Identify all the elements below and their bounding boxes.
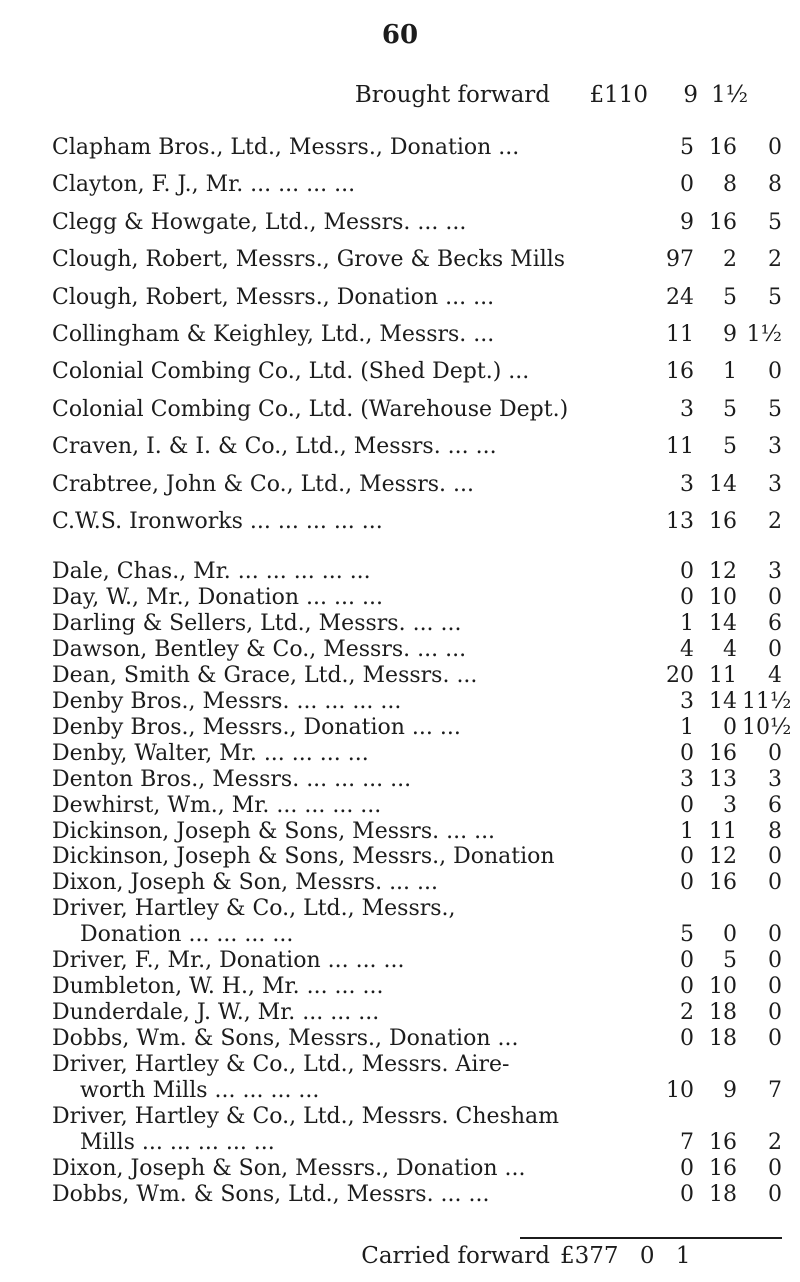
ledger-pounds: 0	[680, 870, 694, 896]
ledger-pounds: 4	[680, 636, 694, 662]
ledger-row	[52, 1177, 782, 1213]
ledger-name: Dale, Chas., Mr. ... ... ... ... ...	[52, 559, 371, 584]
ledger-pence: 0	[768, 135, 782, 160]
ledger-name: Collingham & Keighley, Ltd., Messrs. ...	[52, 322, 495, 347]
ledger-shillings: 16	[709, 135, 737, 160]
ledger-pence: 6	[768, 792, 782, 818]
ledger-shillings: 16	[709, 209, 737, 235]
ledger-name: Clayton, F. J., Mr. ... ... ... ...	[52, 172, 356, 198]
ledger-shillings: 11	[709, 662, 737, 688]
ledger-pounds: 7	[680, 1129, 694, 1155]
ledger-name: Dawson, Bentley & Co., Messrs. ... ...	[52, 636, 467, 662]
ledger-row	[52, 280, 782, 316]
ledger-shillings: 5	[723, 284, 737, 310]
ledger-shillings: 0	[723, 714, 737, 740]
ledger-name: Driver, F., Mr., Donation ... ... ...	[52, 948, 405, 974]
ledger-pounds: 0	[680, 172, 694, 198]
ledger-pounds: 0	[680, 1155, 694, 1181]
ledger-shillings: 12	[709, 844, 737, 870]
ledger-name: Denby Bros., Messrs., Donation ... ...	[52, 714, 461, 740]
ledger-pounds: 0	[680, 740, 694, 766]
ledger-shillings: 16	[709, 1129, 737, 1155]
ledger-row	[52, 467, 782, 503]
ledger-pence: 0	[768, 359, 782, 385]
ledger-row	[52, 429, 782, 465]
ledger-row	[52, 354, 782, 390]
ledger-pence: 3	[768, 434, 782, 460]
ledger-pounds: 13	[666, 509, 694, 534]
ledger-pounds: 1	[680, 818, 694, 844]
ledger-name: Denby Bros., Messrs. ... ... ... ...	[52, 688, 402, 714]
ledger-shillings: 18	[709, 1026, 737, 1052]
ledger-row	[52, 317, 782, 353]
ledger-pence: 2	[768, 1129, 782, 1155]
ledger-pence: 2	[768, 247, 782, 273]
ledger-shillings: 16	[709, 1155, 737, 1181]
carried-forward-amount	[560, 1243, 780, 1269]
ledger-name: Craven, I. & I. & Co., Ltd., Messrs. ... ...	[52, 434, 497, 460]
ledger-name: Dixon, Joseph & Son, Messrs. ... ...	[52, 870, 439, 896]
brought-forward-label: Brought forward	[354, 82, 550, 108]
ledger-shillings: 10	[709, 974, 737, 1000]
ledger-name: worth Mills ... ... ... ...	[80, 1078, 320, 1103]
ledger-shillings: 9	[723, 322, 737, 347]
ledger-name: Dunderdale, J. W., Mr. ... ... ...	[52, 1000, 380, 1026]
ledger-shillings: 8	[723, 172, 737, 198]
ledger-pence: 0	[768, 844, 782, 870]
ledger-name: Donation ... ... ... ...	[80, 922, 294, 948]
ledger-shillings: 9	[723, 1078, 737, 1103]
ledger-pounds: 3	[680, 688, 694, 714]
ledger-pounds: 0	[680, 792, 694, 818]
ledger-pence: 1½	[746, 322, 782, 347]
carried-forward-pounds: £377	[560, 1243, 619, 1269]
ledger-pounds: 5	[680, 135, 694, 160]
ledger-pence: 5	[768, 396, 782, 422]
ledger-pounds: 1	[680, 610, 694, 636]
page-number: 60	[381, 20, 419, 50]
ledger-name: Denby, Walter, Mr. ... ... ... ...	[52, 740, 369, 766]
ledger-pence: 0	[768, 948, 782, 974]
ledger-name: Denton Bros., Messrs. ... ... ... ...	[52, 766, 412, 792]
ledger-pence: 8	[768, 172, 782, 198]
ledger-shillings: 5	[723, 434, 737, 460]
ledger-pounds: 0	[680, 559, 694, 584]
ledger-shillings: 18	[709, 1000, 737, 1026]
ledger-shillings: 13	[709, 766, 737, 792]
ledger-name: Dickinson, Joseph & Sons, Messrs., Donation	[52, 844, 555, 870]
ledger-name: Driver, Hartley & Co., Ltd., Messrs. Aire-	[52, 1052, 510, 1078]
ledger-pounds: 10	[666, 1078, 694, 1103]
ledger-row	[52, 392, 782, 428]
ledger-row	[52, 167, 782, 203]
ledger-shillings: 1	[723, 359, 737, 385]
ledger-pence: 3	[768, 766, 782, 792]
ledger-shillings: 14	[709, 688, 737, 714]
ledger-shillings: 4	[723, 636, 737, 662]
ledger-pounds: 11	[666, 322, 694, 347]
ledger-pounds: 97	[666, 247, 694, 273]
ledger-shillings: 16	[709, 740, 737, 766]
ledger-name: Colonial Combing Co., Ltd. (Shed Dept.) ...	[52, 359, 530, 385]
ledger-pounds: 0	[680, 1026, 694, 1052]
ledger-pounds: 11	[666, 434, 694, 460]
ledger-name: Dixon, Joseph & Son, Messrs., Donation ...	[52, 1155, 526, 1181]
ledger-pence: 5	[768, 284, 782, 310]
ledger-pounds: 16	[666, 359, 694, 385]
ledger-pounds: 5	[680, 922, 694, 948]
ledger-name: Clegg & Howgate, Ltd., Messrs. ... ...	[52, 209, 467, 235]
ledger-row	[52, 242, 782, 278]
brought-forward-line	[260, 82, 780, 108]
ledger-pence: 0	[768, 922, 782, 948]
ledger-name: Dewhirst, Wm., Mr. ... ... ... ...	[52, 792, 382, 818]
brought-forward-pence: 1½	[711, 82, 748, 108]
ledger-name: C.W.S. Ironworks ... ... ... ... ...	[52, 509, 383, 534]
brought-forward-pounds: £110	[589, 82, 648, 108]
ledger-pounds: 1	[680, 714, 694, 740]
ledger-pence: 6	[768, 610, 782, 636]
ledger-shillings: 14	[709, 610, 737, 636]
ledger-shillings: 2	[723, 247, 737, 273]
carried-forward-pence: 1	[675, 1243, 691, 1269]
ledger-pence: 7	[768, 1078, 782, 1103]
ledger-name: Dickinson, Joseph & Sons, Messrs. ... ...	[52, 818, 496, 844]
ledger-shillings: 0	[723, 922, 737, 948]
ledger-pence: 8	[768, 818, 782, 844]
ledger-pence: 0	[768, 584, 782, 610]
ledger-shillings: 16	[709, 870, 737, 896]
ledger-pence: 0	[768, 1026, 782, 1052]
ledger-name: Dobbs, Wm. & Sons, Ltd., Messrs. ... ...	[52, 1181, 490, 1207]
ledger-shillings: 16	[709, 509, 737, 534]
ledger-pounds: 3	[680, 471, 694, 497]
ledger-shillings: 10	[709, 584, 737, 610]
ledger-pounds: 3	[680, 766, 694, 792]
ledger-row	[52, 130, 782, 166]
ledger-pounds: 0	[680, 584, 694, 610]
ledger-shillings: 11	[709, 818, 737, 844]
ledger-pence: 0	[768, 974, 782, 1000]
ledger-shillings: 18	[709, 1181, 737, 1207]
ledger-shillings: 3	[723, 792, 737, 818]
ledger-pounds: 3	[680, 396, 694, 422]
ledger-pounds: 0	[680, 844, 694, 870]
ledger-pence: 10½	[742, 714, 792, 740]
ledger-name: Day, W., Mr., Donation ... ... ...	[52, 584, 383, 610]
ledger-name: Mills ... ... ... ... ...	[80, 1129, 275, 1155]
ledger-pence: 11½	[742, 688, 792, 714]
ledger-pence: 0	[768, 1155, 782, 1181]
ledger-pounds: 9	[680, 209, 694, 235]
ledger-pounds: 0	[680, 948, 694, 974]
ledger-shillings: 5	[723, 948, 737, 974]
ledger-row	[52, 205, 782, 241]
ledger-pence: 5	[768, 209, 782, 235]
carried-forward-label: Carried forward	[361, 1243, 550, 1269]
ledger-pounds: 2	[680, 1000, 694, 1026]
ledger-name: Crabtree, John & Co., Ltd., Messrs. ...	[52, 471, 474, 497]
ledger-name: Dobbs, Wm. & Sons, Messrs., Donation ...	[52, 1026, 519, 1052]
ledger-shillings: 14	[709, 471, 737, 497]
ledger-pence: 0	[768, 740, 782, 766]
ledger-name: Darling & Sellers, Ltd., Messrs. ... ...	[52, 610, 462, 636]
ledger-row	[52, 504, 782, 540]
ledger-pounds: 0	[680, 974, 694, 1000]
ledger-name: Dean, Smith & Grace, Ltd., Messrs. ...	[52, 662, 478, 688]
ledger-pounds: 20	[666, 662, 694, 688]
ledger-pence: 0	[768, 870, 782, 896]
ledger-pence: 0	[768, 636, 782, 662]
ledger-pence: 3	[768, 471, 782, 497]
ledger-pounds: 0	[680, 1181, 694, 1207]
brought-forward-shillings: 9	[683, 82, 698, 108]
ledger-pence: 0	[768, 1000, 782, 1026]
ledger-name: Clough, Robert, Messrs., Donation ... ...	[52, 284, 495, 310]
ledger-shillings: 12	[709, 559, 737, 584]
ledger-name: Clough, Robert, Messrs., Grove & Becks Mills	[52, 247, 566, 273]
total-rule	[520, 1237, 782, 1239]
ledger-pence: 3	[768, 559, 782, 584]
ledger-name: Driver, Hartley & Co., Ltd., Messrs. Chesham	[52, 1103, 559, 1129]
ledger-name: Colonial Combing Co., Ltd. (Warehouse Dept.)	[52, 396, 569, 422]
ledger-name: Dumbleton, W. H., Mr. ... ... ...	[52, 974, 384, 1000]
ledger-name: Clapham Bros., Ltd., Messrs., Donation ...	[52, 135, 520, 160]
carried-forward-shillings: 0	[639, 1243, 655, 1269]
ledger-name: Driver, Hartley & Co., Ltd., Messrs.,	[52, 896, 456, 922]
ledger-pence: 2	[768, 509, 782, 534]
ledger-pence: 4	[768, 662, 782, 688]
ledger-shillings: 5	[723, 396, 737, 422]
ledger-pence: 0	[768, 1181, 782, 1207]
ledger-pounds: 24	[666, 284, 694, 310]
